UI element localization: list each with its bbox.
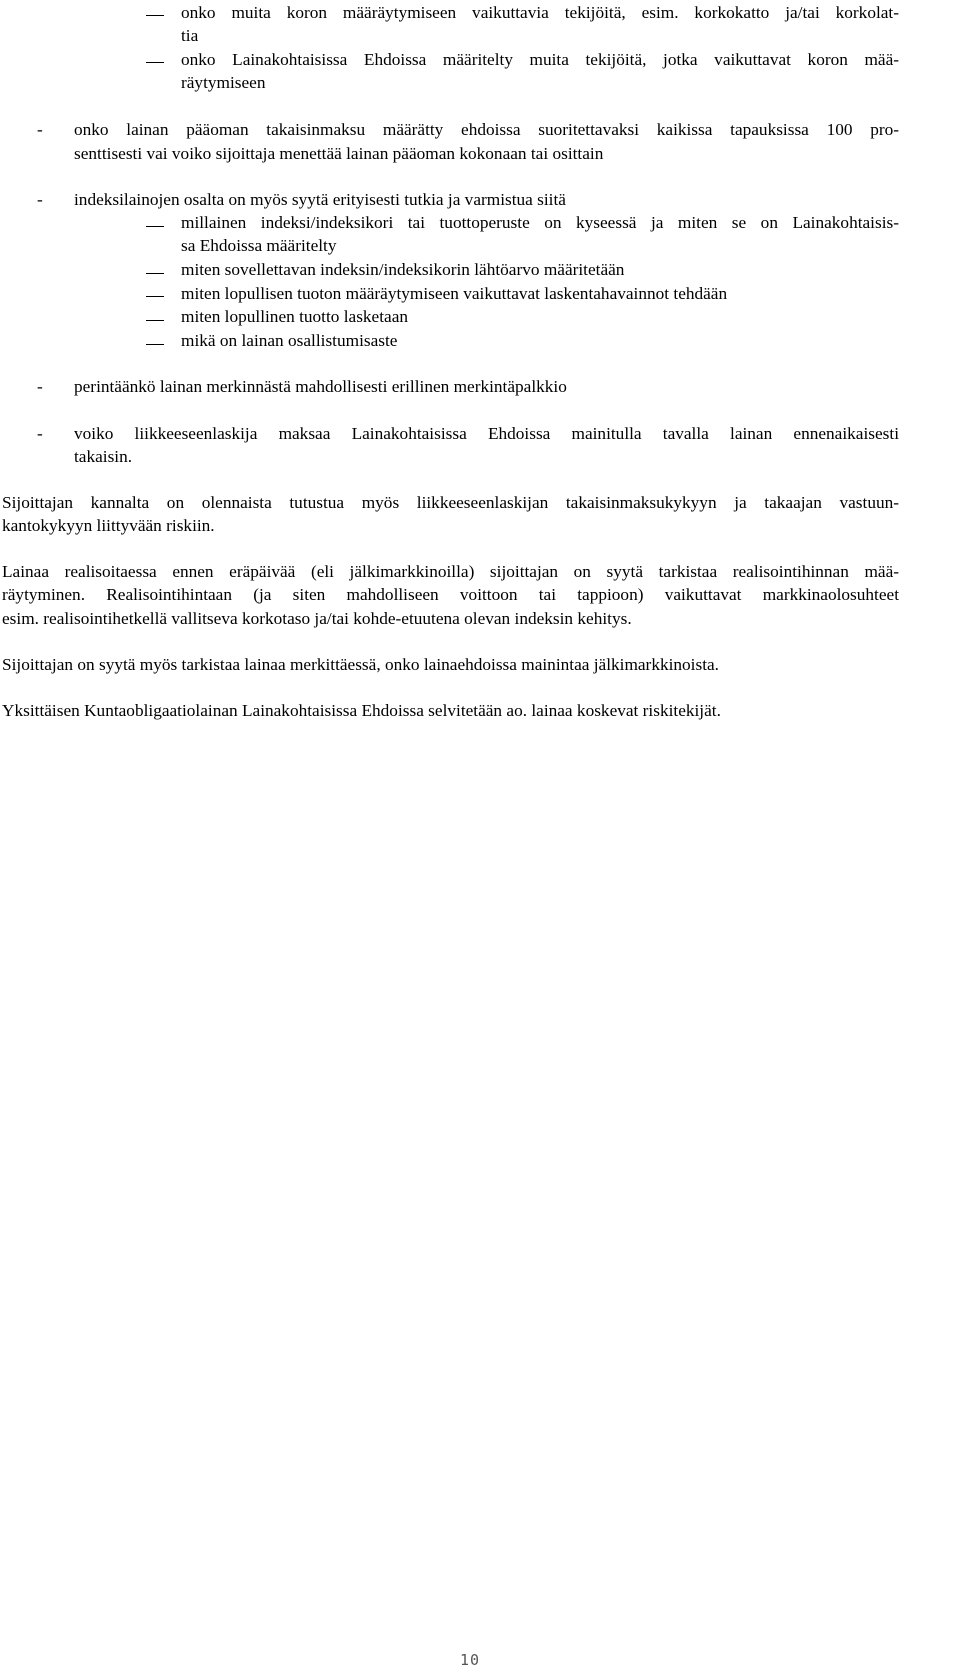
- subitem-dash: [146, 226, 164, 227]
- paragraph-line: Sijoittajan on syytä myös tarkistaa lainaa merkittäessä, onko lainaehdoissa mainintaa jälkimarkkinoista.: [2, 655, 719, 674]
- subitem-line: millainen indeksi/indeksikori tai tuottoperuste on kyseessä ja miten se on Lainakohtaisis-: [181, 213, 899, 232]
- paragraph-line: esim. realisointihetkellä vallitseva korkotaso ja/tai kohde-etuutena olevan indeksin kehitys.: [2, 609, 632, 628]
- paragraph-line: Yksittäisen Kuntaobligaatiolainan Lainakohtaisissa Ehdoissa selvitetään ao. lainaa koskevat riskitekijät.: [2, 701, 721, 720]
- subitem-line: tia: [181, 26, 199, 45]
- subitem-dash: [146, 273, 164, 274]
- paragraph-line: Sijoittajan kannalta on olennaista tutustua myös liikkeeseenlaskijan takaisinmaksukykyyn ja takaajan vastuun-: [2, 493, 899, 512]
- subitem-dash: [146, 320, 164, 321]
- list-item-line: takaisin.: [74, 447, 133, 466]
- list-item-line: indeksilainojen osalta on myös syytä erityisesti tutkia ja varmistua siitä: [74, 190, 566, 209]
- list-item-line: onko lainan pääoman takaisinmaksu määrätty ehdoissa suoritettavaksi kaikissa tapauksissa 100 pro-: [74, 120, 899, 139]
- page-number: 10: [459, 1651, 481, 1669]
- subitem-line: miten lopullisen tuoton määräytymiseen vaikuttavat laskentahavainnot tehdään: [181, 284, 728, 303]
- subitem-dash: [146, 344, 164, 345]
- subitem-line: sa Ehdoissa määritelty: [181, 236, 337, 255]
- list-bullet: -: [37, 120, 43, 139]
- subitem-line: onko muita koron määräytymiseen vaikuttavia tekijöitä, esim. korkokatto ja/tai korkolat-: [181, 3, 899, 22]
- subitem-line: mikä on lainan osallistumisaste: [181, 331, 398, 350]
- list-item-line: perintäänkö lainan merkinnästä mahdollisesti erillinen merkintäpalkkio: [74, 377, 567, 396]
- list-item-line: senttisesti vai voiko sijoittaja menettää lainan pääoman kokonaan tai osittain: [74, 144, 604, 163]
- paragraph-line: Lainaa realisoitaessa ennen eräpäivää (eli jälkimarkkinoilla) sijoittajan on syytä tarkistaa realisointihinnan mää-: [2, 562, 899, 581]
- subitem-line: miten lopullinen tuotto lasketaan: [181, 307, 409, 326]
- paragraph-line: räytyminen. Realisointihintaan (ja siten mahdolliseen voittoon tai tappioon) vaikuttavat markkinaolosuhteet: [2, 585, 899, 604]
- subitem-line: räytymiseen: [181, 73, 266, 92]
- subitem-line: miten sovellettavan indeksin/indeksikorin lähtöarvo määritetään: [181, 260, 625, 279]
- list-item-line: voiko liikkeeseenlaskija maksaa Lainakohtaisissa Ehdoissa mainitulla tavalla lainan ennenaikaisesti: [74, 424, 899, 443]
- paragraph-line: kantokykyyn liittyvään riskiin.: [2, 516, 215, 535]
- subitem-dash: [146, 15, 164, 16]
- list-bullet: -: [37, 190, 43, 209]
- list-bullet: -: [37, 377, 43, 396]
- subitem-line: onko Lainakohtaisissa Ehdoissa määritelty muita tekijöitä, jotka vaikuttavat koron mää-: [181, 50, 899, 69]
- subitem-dash: [146, 62, 164, 63]
- subitem-dash: [146, 296, 164, 297]
- list-bullet: -: [37, 424, 43, 443]
